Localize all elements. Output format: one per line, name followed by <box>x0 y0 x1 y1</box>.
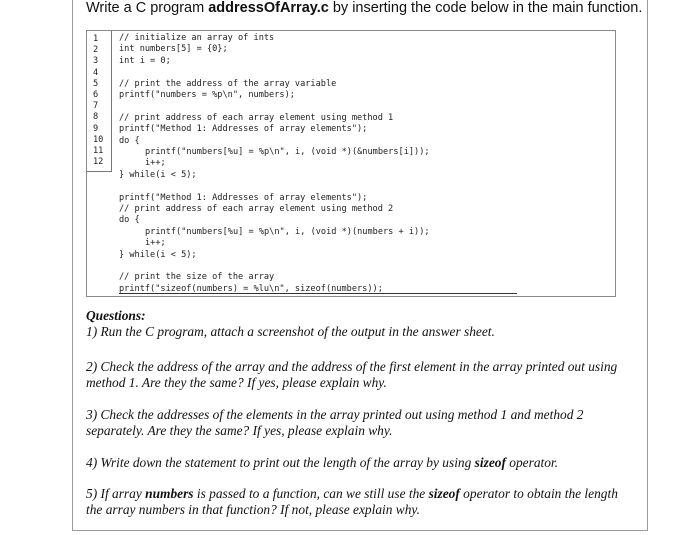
question-3: 3) Check the addresses of the elements in the array printed out using method 1 and method 2 separately. Are they the same? If yes, please explain why. <box>86 407 584 438</box>
line-number: 5 <box>93 78 99 89</box>
code-line: i++; <box>145 238 166 249</box>
code-line: do { <box>119 135 140 146</box>
code-line: } while(i < 5); <box>119 249 197 260</box>
question-2: 2) Check the address of the array and the address of the first element in the array printed out using method 1. Are they the same? If yes, please explain why. <box>86 359 618 390</box>
line-number: 4 <box>93 67 99 78</box>
line-number: 6 <box>93 90 99 100</box>
heading-suffix: by inserting the code below in the main function. <box>328 0 643 16</box>
code-line: do { <box>119 215 140 226</box>
question-5-part1: 5) If array <box>86 486 146 501</box>
line-number: 11 <box>93 146 104 156</box>
line-number-gutter <box>87 31 112 172</box>
line-number: 2 <box>93 45 99 56</box>
code-line: printf("sizeof(numbers) = %lu\n", sizeof(numbers)); <box>119 283 383 294</box>
code-line: printf("numbers[%u] = %p\n", i, (void *)(numbers + i)); <box>145 226 430 237</box>
code-line: } while(i < 5); <box>119 169 197 180</box>
question-5-keyword-sizeof: sizeof <box>428 486 460 501</box>
heading-filename: addressOfArray.c <box>208 0 329 16</box>
line-number: 12 <box>93 157 104 168</box>
code-line: // print address of each array element using method 1 <box>119 112 394 123</box>
line-number: 1 <box>93 34 99 44</box>
question-4-text: 4) Write down the statement to print out the length of the array by using <box>86 455 475 470</box>
line-number: 8 <box>93 112 99 123</box>
line-number: 9 <box>93 123 99 134</box>
code-line: int i = 0; <box>119 55 171 66</box>
line-number: 7 <box>93 101 99 112</box>
question-1: 1) Run the C program, attach a screenshot of the output in the answer sheet. <box>86 324 495 339</box>
code-line: // print the address of the array variable <box>119 78 337 89</box>
line-number: 3 <box>93 56 99 67</box>
question-5-part3: operator to obtain the length the array numbers in that function? If not, please explain why. <box>86 486 618 517</box>
code-line: printf("Method 1: Addresses of array elements"); <box>119 124 368 135</box>
code-line: i++; <box>145 158 166 169</box>
line-number: 10 <box>93 134 104 145</box>
code-line: printf("numbers = %p\n", numbers); <box>119 90 295 100</box>
question-5-keyword-numbers: numbers <box>145 486 194 501</box>
code-line: // print the size of the array <box>119 272 275 283</box>
question-4 <box>86 455 626 471</box>
code-line: // print address of each array element using method 2 <box>119 204 394 214</box>
question-5 <box>86 486 626 518</box>
assignment-heading <box>86 0 642 16</box>
code-line: int numbers[5] = {0}; <box>119 44 228 55</box>
code-line: printf("numbers[%u] = %p\n", i, (void *)(&numbers[i])); <box>145 147 430 157</box>
questions-title: Questions: <box>86 308 146 323</box>
code-line: printf("Method 1: Addresses of array elements"); <box>119 192 368 203</box>
question-4-keyword: sizeof <box>474 455 506 470</box>
code-underline <box>119 293 517 294</box>
heading-prefix: Write a C program <box>86 0 209 16</box>
question-4-tail: operator. <box>505 455 558 470</box>
question-5-part2: is passed to a function, can we still use the <box>193 486 429 501</box>
code-line: // initialize an array of ints <box>119 33 275 43</box>
code-listing <box>86 30 616 297</box>
